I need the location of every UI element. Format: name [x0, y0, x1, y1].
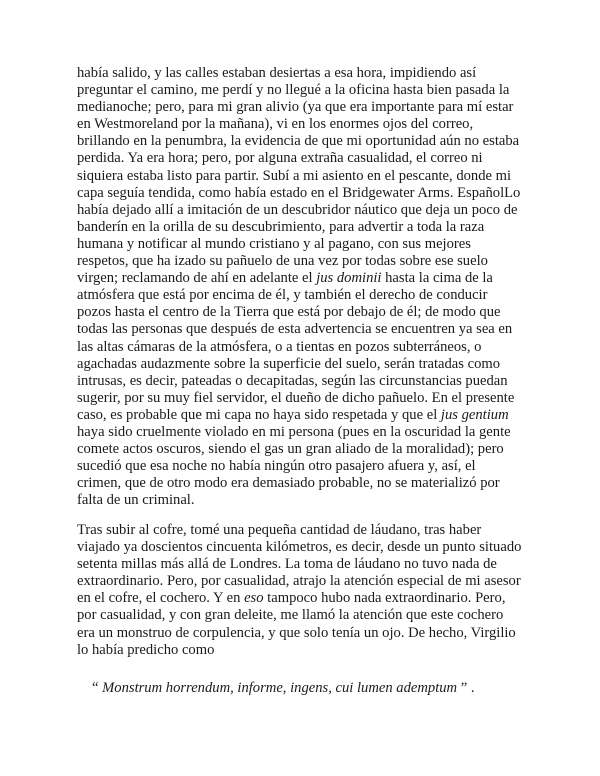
italic-phrase: jus dominii: [316, 270, 382, 287]
text-segment: haya sido cruelmente violado en mi persona (pues en la oscuridad la gente: [77, 423, 511, 440]
text-line: [77, 202, 537, 219]
text-segment: capa seguía tendida, como había estado en el Bridgewater Arms. EspañolLo: [77, 184, 521, 201]
text-segment: siquiera estaba listo para partir. Subí a mi asiento en el pescante, donde mi: [77, 167, 512, 184]
text-segment: las altas cámaras de la atmósfera, o a tientas en pozos subterráneos, o: [77, 338, 482, 355]
paragraph-2: [77, 522, 537, 659]
text-line: [77, 82, 537, 99]
text-line: [77, 168, 537, 185]
text-segment: extraordinario. Pero, por casualidad, atrajo la atención especial de mi asesor: [77, 573, 521, 590]
text-line: [77, 356, 537, 373]
text-line: [77, 304, 537, 321]
text-segment: intrusas, es decir, pateadas o decapitadas, según las circunstancias puedan: [77, 372, 508, 389]
text-segment: viajado ya doscientos cincuenta kilómetros, es decir, desde un punto situado: [77, 539, 522, 556]
text-line: [77, 321, 537, 338]
text-segment: agachadas audazmente sobre la superficie del suelo, serán tratadas como: [77, 355, 501, 372]
text-segment: virgen; reclamando de ahí en adelante el: [77, 270, 317, 287]
paragraph-1: [77, 65, 537, 509]
text-line: [77, 539, 537, 556]
text-segment: hasta la cima de la: [381, 270, 493, 287]
text-segment: pozos hasta el centro de la Tierra que está por debajo de él; de modo que: [77, 304, 501, 321]
text-segment: preguntar el camino, me perdí y no llegué a la oficina hasta bien pasada la: [77, 82, 510, 99]
text-segment: medianoche; pero, para mi gran alivio (ya que era importante para mí estar: [77, 99, 514, 116]
text-segment: por casualidad, y con gran deleite, me llamó la atención que este cochero: [77, 607, 504, 624]
text-line: [77, 99, 537, 116]
text-line: [77, 390, 537, 407]
quote-open: “: [92, 680, 103, 696]
text-line: [77, 185, 537, 202]
latin-quote: [92, 680, 475, 697]
text-segment: perdida. Ya era hora; pero, por alguna extraña casualidad, el correo ni: [77, 150, 483, 167]
text-segment: era un monstruo de corpulencia, y que solo tenía un ojo. De hecho, Virgilio: [77, 624, 516, 641]
text-segment: lo había predicho como: [77, 641, 215, 658]
text-line: [77, 133, 537, 150]
text-segment: sucedió que esa noche no había ningún otro pasajero afuera y, así, el: [77, 458, 476, 475]
text-segment: Tras subir al cofre, tomé una pequeña cantidad de láudano, tras haber: [77, 522, 482, 538]
text-segment: en Westmoreland por la mañana), vi en los enormes ojos del correo,: [77, 116, 474, 133]
text-line: [77, 522, 537, 539]
text-segment: falta de un criminal.: [77, 492, 195, 509]
text-line: [77, 607, 537, 624]
text-segment: banderín en la orilla de su descubrimiento, para advertir a toda la raza: [77, 218, 485, 235]
text-line: [77, 287, 537, 304]
text-segment: atmósfera que está por encima de él, y también el derecho de conducir: [77, 287, 488, 304]
text-line: [77, 65, 537, 82]
quote-close: ” .: [457, 680, 475, 696]
text-line: [77, 424, 537, 441]
text-segment: tampoco hubo nada extraordinario. Pero,: [263, 590, 506, 607]
text-line: [77, 573, 537, 590]
text-segment: en el cofre, el cochero. Y en: [77, 590, 245, 607]
text-segment: había dejado allí a imitación de un descubridor náutico que deja un poco de: [77, 201, 518, 218]
text-line: [77, 339, 537, 356]
text-segment: todas las personas que después de esta advertencia se encuentren ya sea en: [77, 321, 513, 338]
text-segment: setenta millas más allá de Londres. La toma de láudano no tuvo nada de: [77, 556, 497, 573]
text-segment: humana y notificar al mundo cristiano y al pagano, con sus mejores: [77, 235, 471, 252]
text-line: [77, 253, 537, 270]
italic-phrase: eso: [244, 590, 264, 607]
text-segment: caso, es probable que mi capa no haya sido respetada y que el: [77, 406, 441, 423]
text-line: [77, 116, 537, 133]
text-line: [77, 625, 537, 642]
text-segment: comete actos oscuros, siendo el gas un gran aliado de la moralidad); pero: [77, 441, 504, 458]
text-line: [77, 475, 537, 492]
text-segment: crimen, que de otro modo era demasiado probable, no se materializó por: [77, 475, 500, 492]
quote-text: Monstrum horrendum, informe, ingens, cui lumen ademptum: [102, 680, 458, 696]
text-line: [77, 373, 537, 390]
text-segment: había salido, y las calles estaban desiertas a esa hora, impidiendo así: [77, 65, 477, 81]
text-line: [77, 219, 537, 236]
italic-phrase: jus gentium: [440, 406, 509, 423]
text-line: [77, 556, 537, 573]
text-line: [77, 236, 537, 253]
text-line: [77, 458, 537, 475]
text-line: [77, 642, 537, 659]
text-line: [77, 492, 537, 509]
text-segment: respetos, que ha izado su pañuelo de una vez por todas sobre ese suelo: [77, 253, 488, 270]
text-line: [77, 441, 537, 458]
text-line: [77, 150, 537, 167]
text-line: [77, 270, 537, 287]
text-segment: sugerir, por su muy fiel servidor, el dueño de dicho pañuelo. En el presente: [77, 389, 515, 406]
text-line: [77, 407, 537, 424]
text-segment: brillando en la penumbra, la evidencia de que mi oportunidad aún no estaba: [77, 133, 520, 150]
text-line: [77, 590, 537, 607]
